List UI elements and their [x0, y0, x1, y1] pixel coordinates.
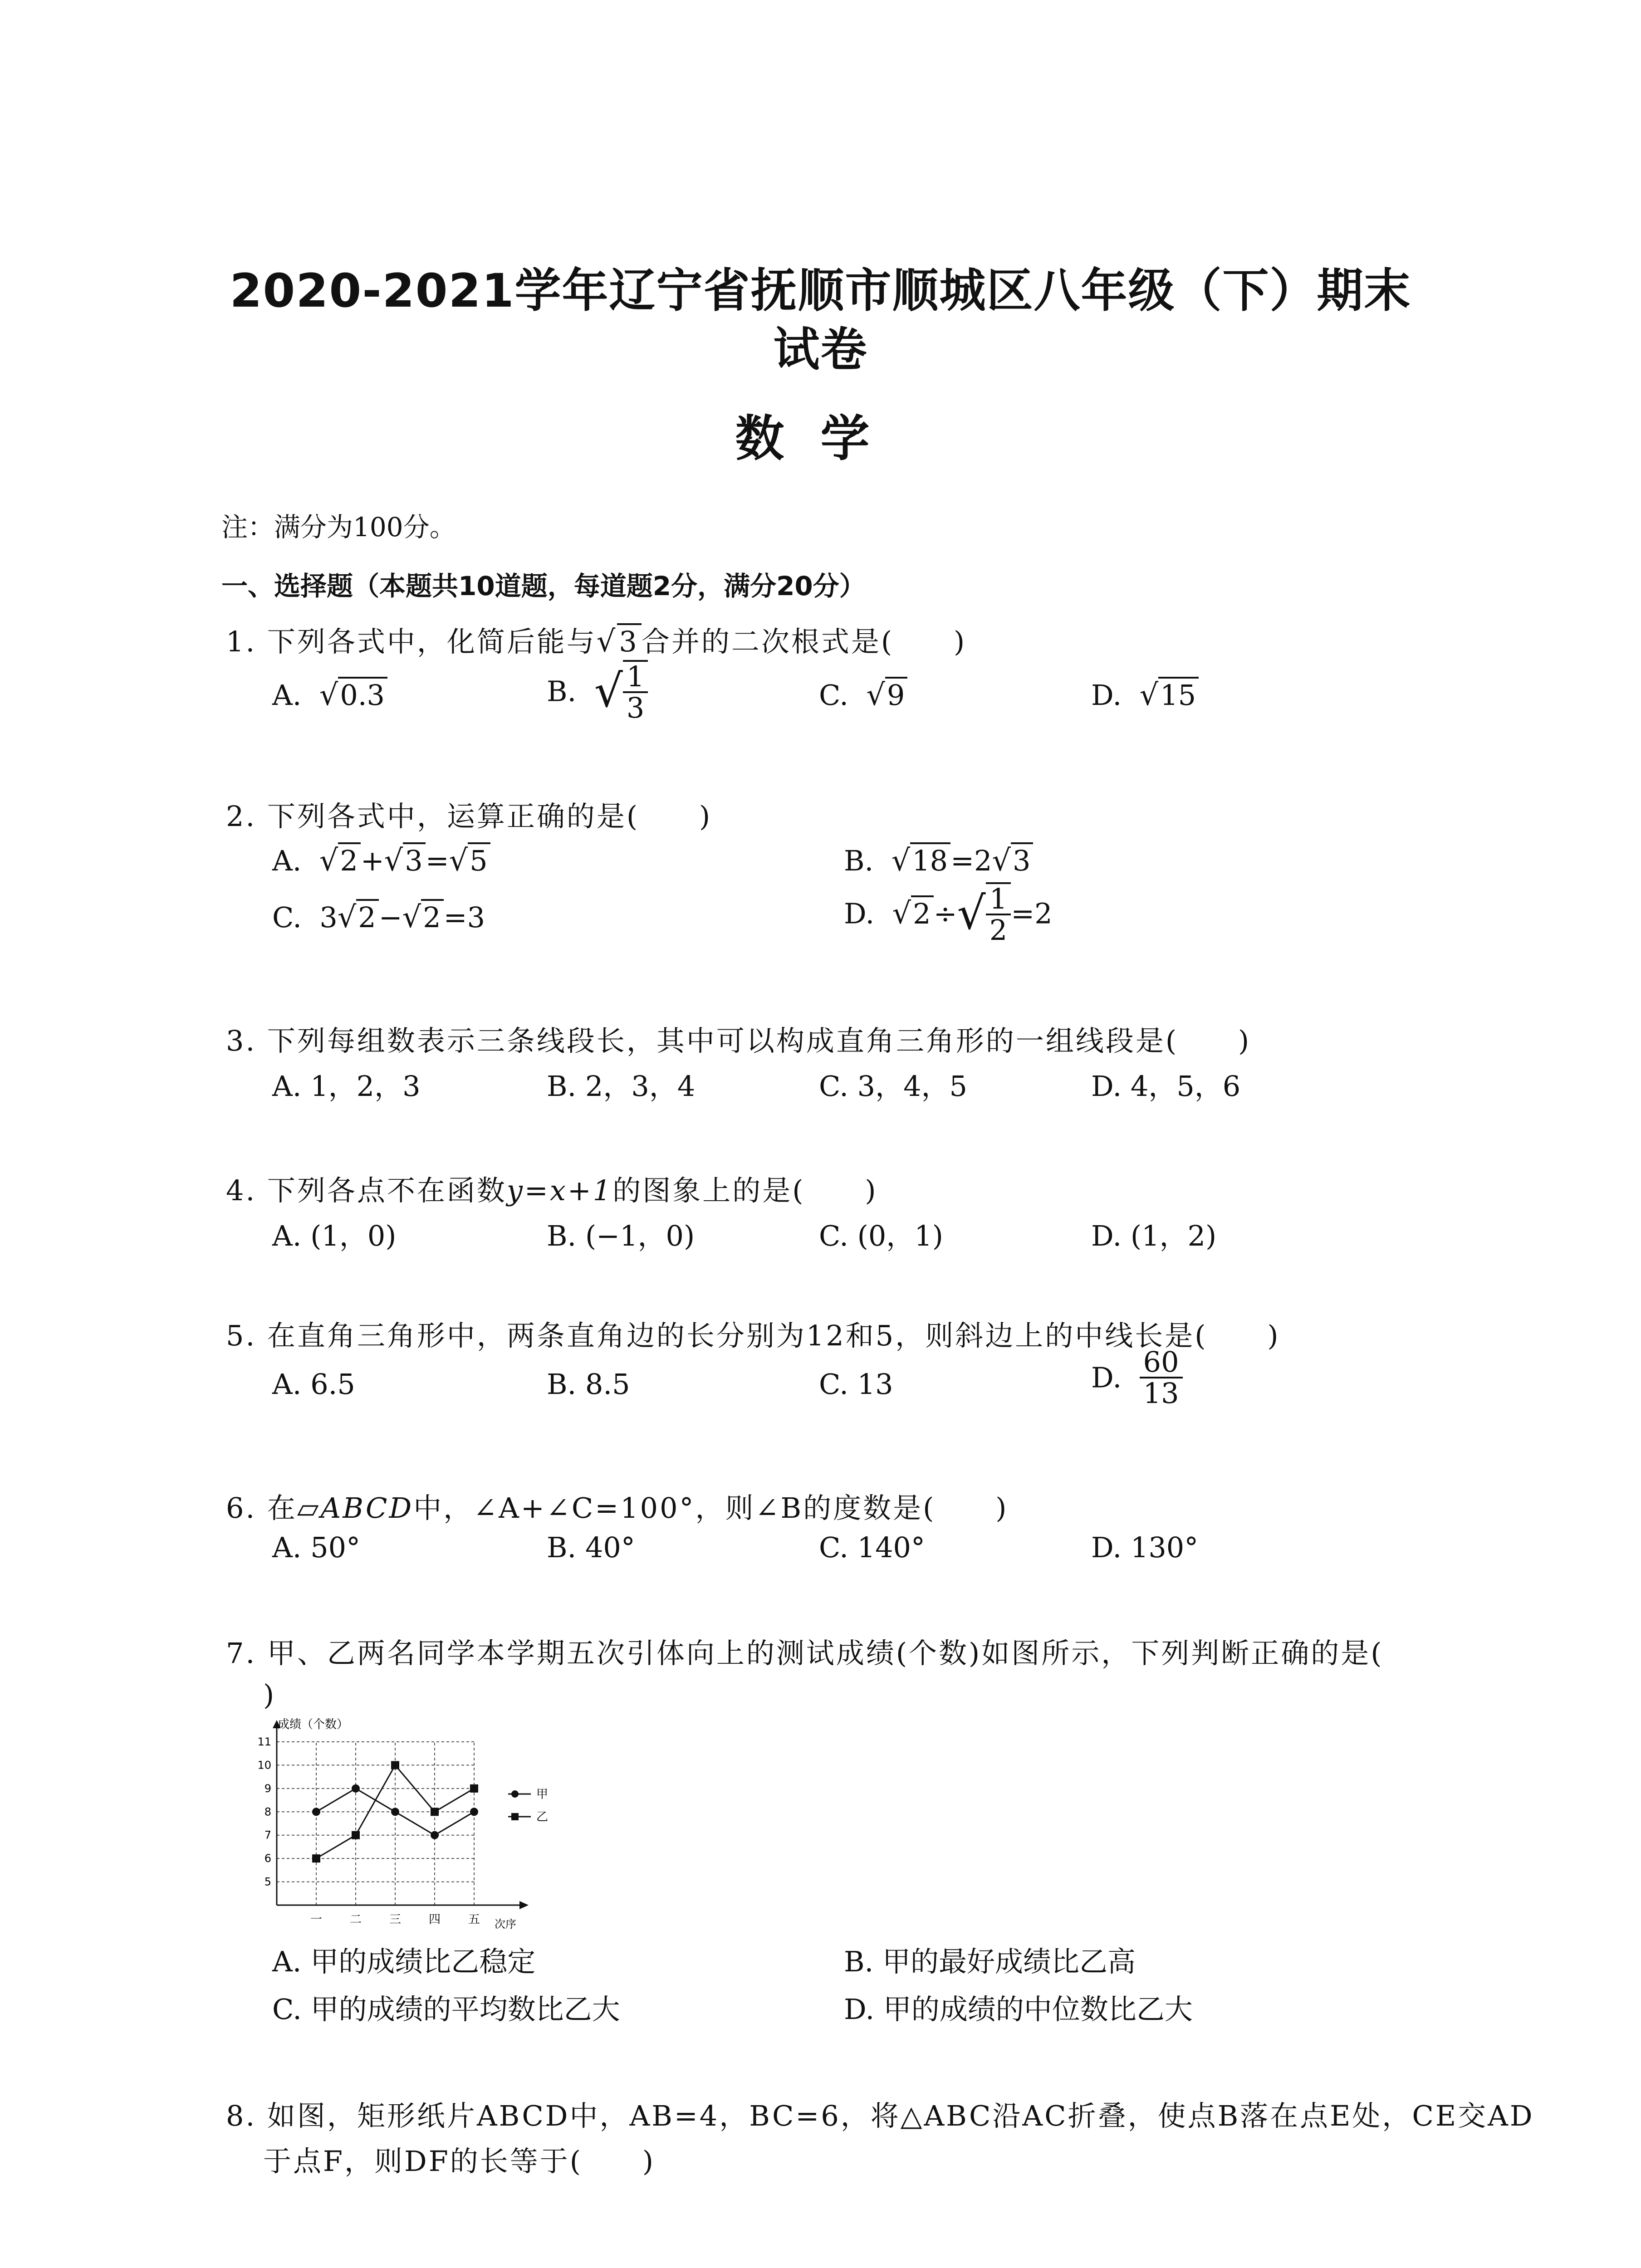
q7-option-d[interactable]: D. 甲的成绩的中位数比乙大 — [844, 1993, 1193, 2026]
q1-option-b[interactable]: B. √ $\frac{1}{3}$ — [547, 660, 648, 723]
y-tick-label: 5 — [264, 1875, 271, 1888]
point-0-3 — [431, 1831, 439, 1839]
section-heading: 一、选择题（本题共10道题，每道题2分，满分20分） — [221, 571, 866, 601]
point-0-0 — [312, 1808, 320, 1816]
point-1-0 — [312, 1854, 320, 1862]
legend-marker-0 — [511, 1790, 519, 1798]
chart-legend — [508, 1788, 548, 1824]
y-tick-label: 8 — [264, 1805, 271, 1818]
q2-option-c[interactable]: C. 3√2−√2=3 — [272, 900, 485, 934]
q7-option-c[interactable]: C. 甲的成绩的平均数比乙大 — [272, 1993, 620, 2026]
point-1-3 — [431, 1808, 439, 1816]
point-0-4 — [470, 1808, 478, 1816]
point-1-2 — [391, 1761, 399, 1769]
point-0-1 — [352, 1784, 360, 1793]
subject-title: 数学 — [735, 411, 906, 467]
y-tick-label: 7 — [264, 1828, 271, 1842]
legend-label-0: 甲 — [536, 1788, 549, 1801]
question-4-stem: 4. 下列各点不在函数y=x+1的图象上的是( ) — [226, 1174, 878, 1207]
q6-option-c[interactable]: C. 140° — [819, 1531, 925, 1564]
question-6-stem: 6. 在▱ABCD中，∠A+∠C=100°，则∠B的度数是( ) — [226, 1491, 1009, 1525]
question-5-stem: 5. 在直角三角形中，两条直角边的长分别为12和5，则斜边上的中线长是( ) — [226, 1319, 1280, 1352]
q2-option-b[interactable]: B. √18=2√3 — [844, 844, 1033, 878]
point-1-1 — [352, 1831, 360, 1839]
question-8-stem-line2: 于点F，则DF的长等于( ) — [263, 2145, 656, 2178]
q4-option-a[interactable]: A. (1，0) — [272, 1219, 397, 1252]
q4-option-c[interactable]: C. (0，1) — [819, 1219, 943, 1252]
chart-grid — [277, 1742, 474, 1905]
x-tick-label: 一 — [310, 1913, 323, 1926]
legend-label-1: 乙 — [536, 1810, 549, 1824]
question-3-stem: 3. 下列每组数表示三条线段长，其中可以构成直角三角形的一组线段是( ) — [226, 1024, 1251, 1057]
question-1-stem: 1. 下列各式中，化简后能与√3合并的二次根式是( ) — [226, 619, 966, 660]
q5-option-d[interactable]: D. $\frac{60}{13}$ — [1091, 1347, 1183, 1408]
q7-option-b[interactable]: B. 甲的最好成绩比乙高 — [844, 1945, 1136, 1978]
x-tick-label: 四 — [428, 1913, 441, 1926]
q2-option-a[interactable]: A. √2+√3=√5 — [272, 844, 490, 878]
y-tick-label: 10 — [257, 1759, 271, 1772]
point-0-2 — [391, 1808, 399, 1816]
q3-option-b[interactable]: B. 2，3，4 — [547, 1070, 696, 1103]
q7-option-a[interactable]: A. 甲的成绩比乙稳定 — [272, 1945, 536, 1978]
y-tick-label: 6 — [264, 1852, 271, 1865]
point-1-4 — [470, 1784, 478, 1793]
page-title-line1: 2020-2021学年辽宁省抚顺市顺城区八年级（下）期末 — [230, 264, 1411, 318]
q1-option-a[interactable]: A. √0.3 — [272, 678, 387, 712]
q5-option-b[interactable]: B. 8.5 — [547, 1368, 630, 1401]
q3-option-a[interactable]: A. 1，2，3 — [272, 1070, 421, 1103]
chart-ylabel: 成绩（个数） — [278, 1718, 349, 1731]
q7-line-chart — [236, 1710, 581, 1932]
question-8-stem-line1: 8. 如图，矩形纸片ABCD中，AB=4，BC=6，将△ABC沿AC折叠，使点B落在点E处，CE交AD — [226, 2099, 1534, 2132]
q6-option-a[interactable]: A. 50° — [272, 1531, 361, 1564]
x-axis-arrow — [519, 1901, 529, 1909]
q4-option-d[interactable]: D. (1，2) — [1091, 1219, 1217, 1252]
question-2-stem: 2. 下列各式中，运算正确的是( ) — [226, 800, 712, 833]
page-title-line2: 试卷 — [773, 323, 868, 377]
x-tick-label: 二 — [349, 1913, 362, 1926]
q5-option-a[interactable]: A. 6.5 — [272, 1368, 355, 1401]
question-7-stem-cont: ) — [263, 1678, 276, 1711]
chart-ticks — [257, 1735, 480, 1926]
y-tick-label: 9 — [264, 1782, 271, 1795]
x-tick-label: 五 — [468, 1913, 480, 1926]
q5-option-c[interactable]: C. 13 — [819, 1368, 893, 1401]
x-tick-label: 三 — [389, 1913, 402, 1926]
q4-option-b[interactable]: B. (−1，0) — [547, 1219, 695, 1252]
y-tick-label: 11 — [257, 1735, 271, 1748]
q3-option-c[interactable]: C. 3，4，5 — [819, 1070, 967, 1103]
q6-option-b[interactable]: B. 40° — [547, 1531, 635, 1564]
legend-marker-1 — [511, 1813, 519, 1820]
question-7-stem: 7. 甲、乙两名同学本学期五次引体向上的测试成绩(个数)如图所示，下列判断正确的是( — [226, 1637, 1384, 1670]
q1-option-c[interactable]: C. √9 — [819, 678, 907, 712]
chart-xlabel: 次序 — [495, 1918, 516, 1931]
q6-option-d[interactable]: D. 130° — [1091, 1531, 1199, 1564]
q2-option-d[interactable]: D. √2÷√ $\frac{1}{2}$ =2 — [844, 882, 1053, 947]
q3-option-d[interactable]: D. 4，5，6 — [1091, 1070, 1241, 1103]
q1-option-d[interactable]: D. √15 — [1091, 678, 1199, 712]
score-note: 注：满分为100分。 — [221, 512, 456, 543]
